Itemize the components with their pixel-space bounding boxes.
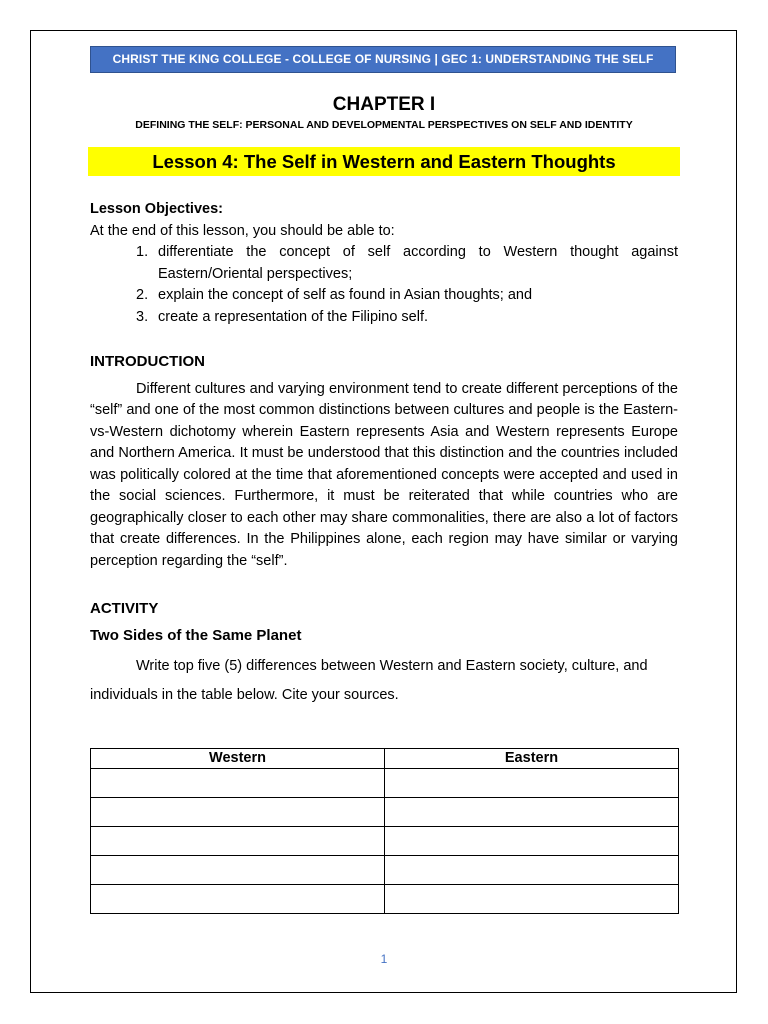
- objective-item: [136, 307, 678, 329]
- introduction-paragraph: Different cultures and varying environment tend to create different perceptions of the “self” and one of the most common distinctions between cultures and people is the Eastern-vs-Western dichotomy wherein Eastern represents Asia and Western represents Europe and Northern America. It must be understood that this distinction and the countries included was politically colored at the time that aforementioned concepts were accepted and used in the social sciences. Furthermore, it must be reiterated that while countries who are geographically closer to each other may share commonalities, there are also a lot of factors that create differences. In the Philippines alone, each region may have similar or varying perception regarding the “self”.: [90, 380, 678, 569]
- activity-instructions: Write top five (5) differences between Western and Eastern society, culture, and individuals in the table below. Cite your sources.: [90, 658, 648, 703]
- table-header-row: [91, 749, 679, 769]
- course-header-banner: CHRIST THE KING COLLEGE - COLLEGE OF NURSING | GEC 1: UNDERSTANDING THE SELF: [90, 46, 676, 73]
- western-cell[interactable]: [91, 885, 385, 914]
- objective-number: 1.: [136, 244, 149, 260]
- eastern-cell[interactable]: [385, 885, 679, 914]
- objective-number: 3.: [136, 308, 149, 325]
- objectives-list: [90, 242, 678, 328]
- introduction-heading: INTRODUCTION: [90, 353, 205, 370]
- eastern-cell[interactable]: [385, 856, 679, 885]
- western-cell[interactable]: [91, 856, 385, 885]
- western-cell[interactable]: [91, 769, 385, 798]
- western-cell[interactable]: [91, 798, 385, 827]
- page-number: 1: [380, 952, 388, 966]
- table-row: [91, 827, 679, 856]
- chapter-subtitle: DEFINING THE SELF: PERSONAL AND DEVELOPMENTAL PERSPECTIVES ON SELF AND IDENTITY: [135, 119, 633, 131]
- column-header-eastern: Eastern: [385, 749, 679, 769]
- differences-table: [90, 748, 679, 914]
- lesson-title: Lesson 4: The Self in Western and Eastern Thoughts: [88, 147, 680, 176]
- western-cell[interactable]: [91, 827, 385, 856]
- objective-number: 2.: [136, 287, 149, 303]
- activity-heading: ACTIVITY: [90, 600, 159, 617]
- table-row: [91, 856, 679, 885]
- objective-item: [136, 285, 678, 307]
- table-row: [91, 798, 679, 827]
- chapter-title: CHAPTER I: [332, 94, 436, 115]
- objectives-intro: At the end of this lesson, you should be able to:: [90, 222, 395, 239]
- table-row: [91, 885, 679, 914]
- eastern-cell[interactable]: [385, 769, 679, 798]
- objectives-heading: Lesson Objectives:: [90, 201, 223, 217]
- lesson-content: [90, 199, 678, 710]
- table-row: [91, 769, 679, 798]
- column-header-western: Western: [91, 749, 385, 769]
- objective-text: explain the concept of self as found in Asian thoughts; and: [158, 287, 533, 303]
- eastern-cell[interactable]: [385, 798, 679, 827]
- objective-text: create a representation of the Filipino self.: [158, 308, 429, 325]
- objective-item: [136, 242, 678, 285]
- eastern-cell[interactable]: [385, 827, 679, 856]
- objective-text: differentiate the concept of self according to Western thought against Eastern/Oriental perspectives;: [158, 244, 678, 282]
- activity-subheading: Two Sides of the Same Planet: [90, 626, 302, 644]
